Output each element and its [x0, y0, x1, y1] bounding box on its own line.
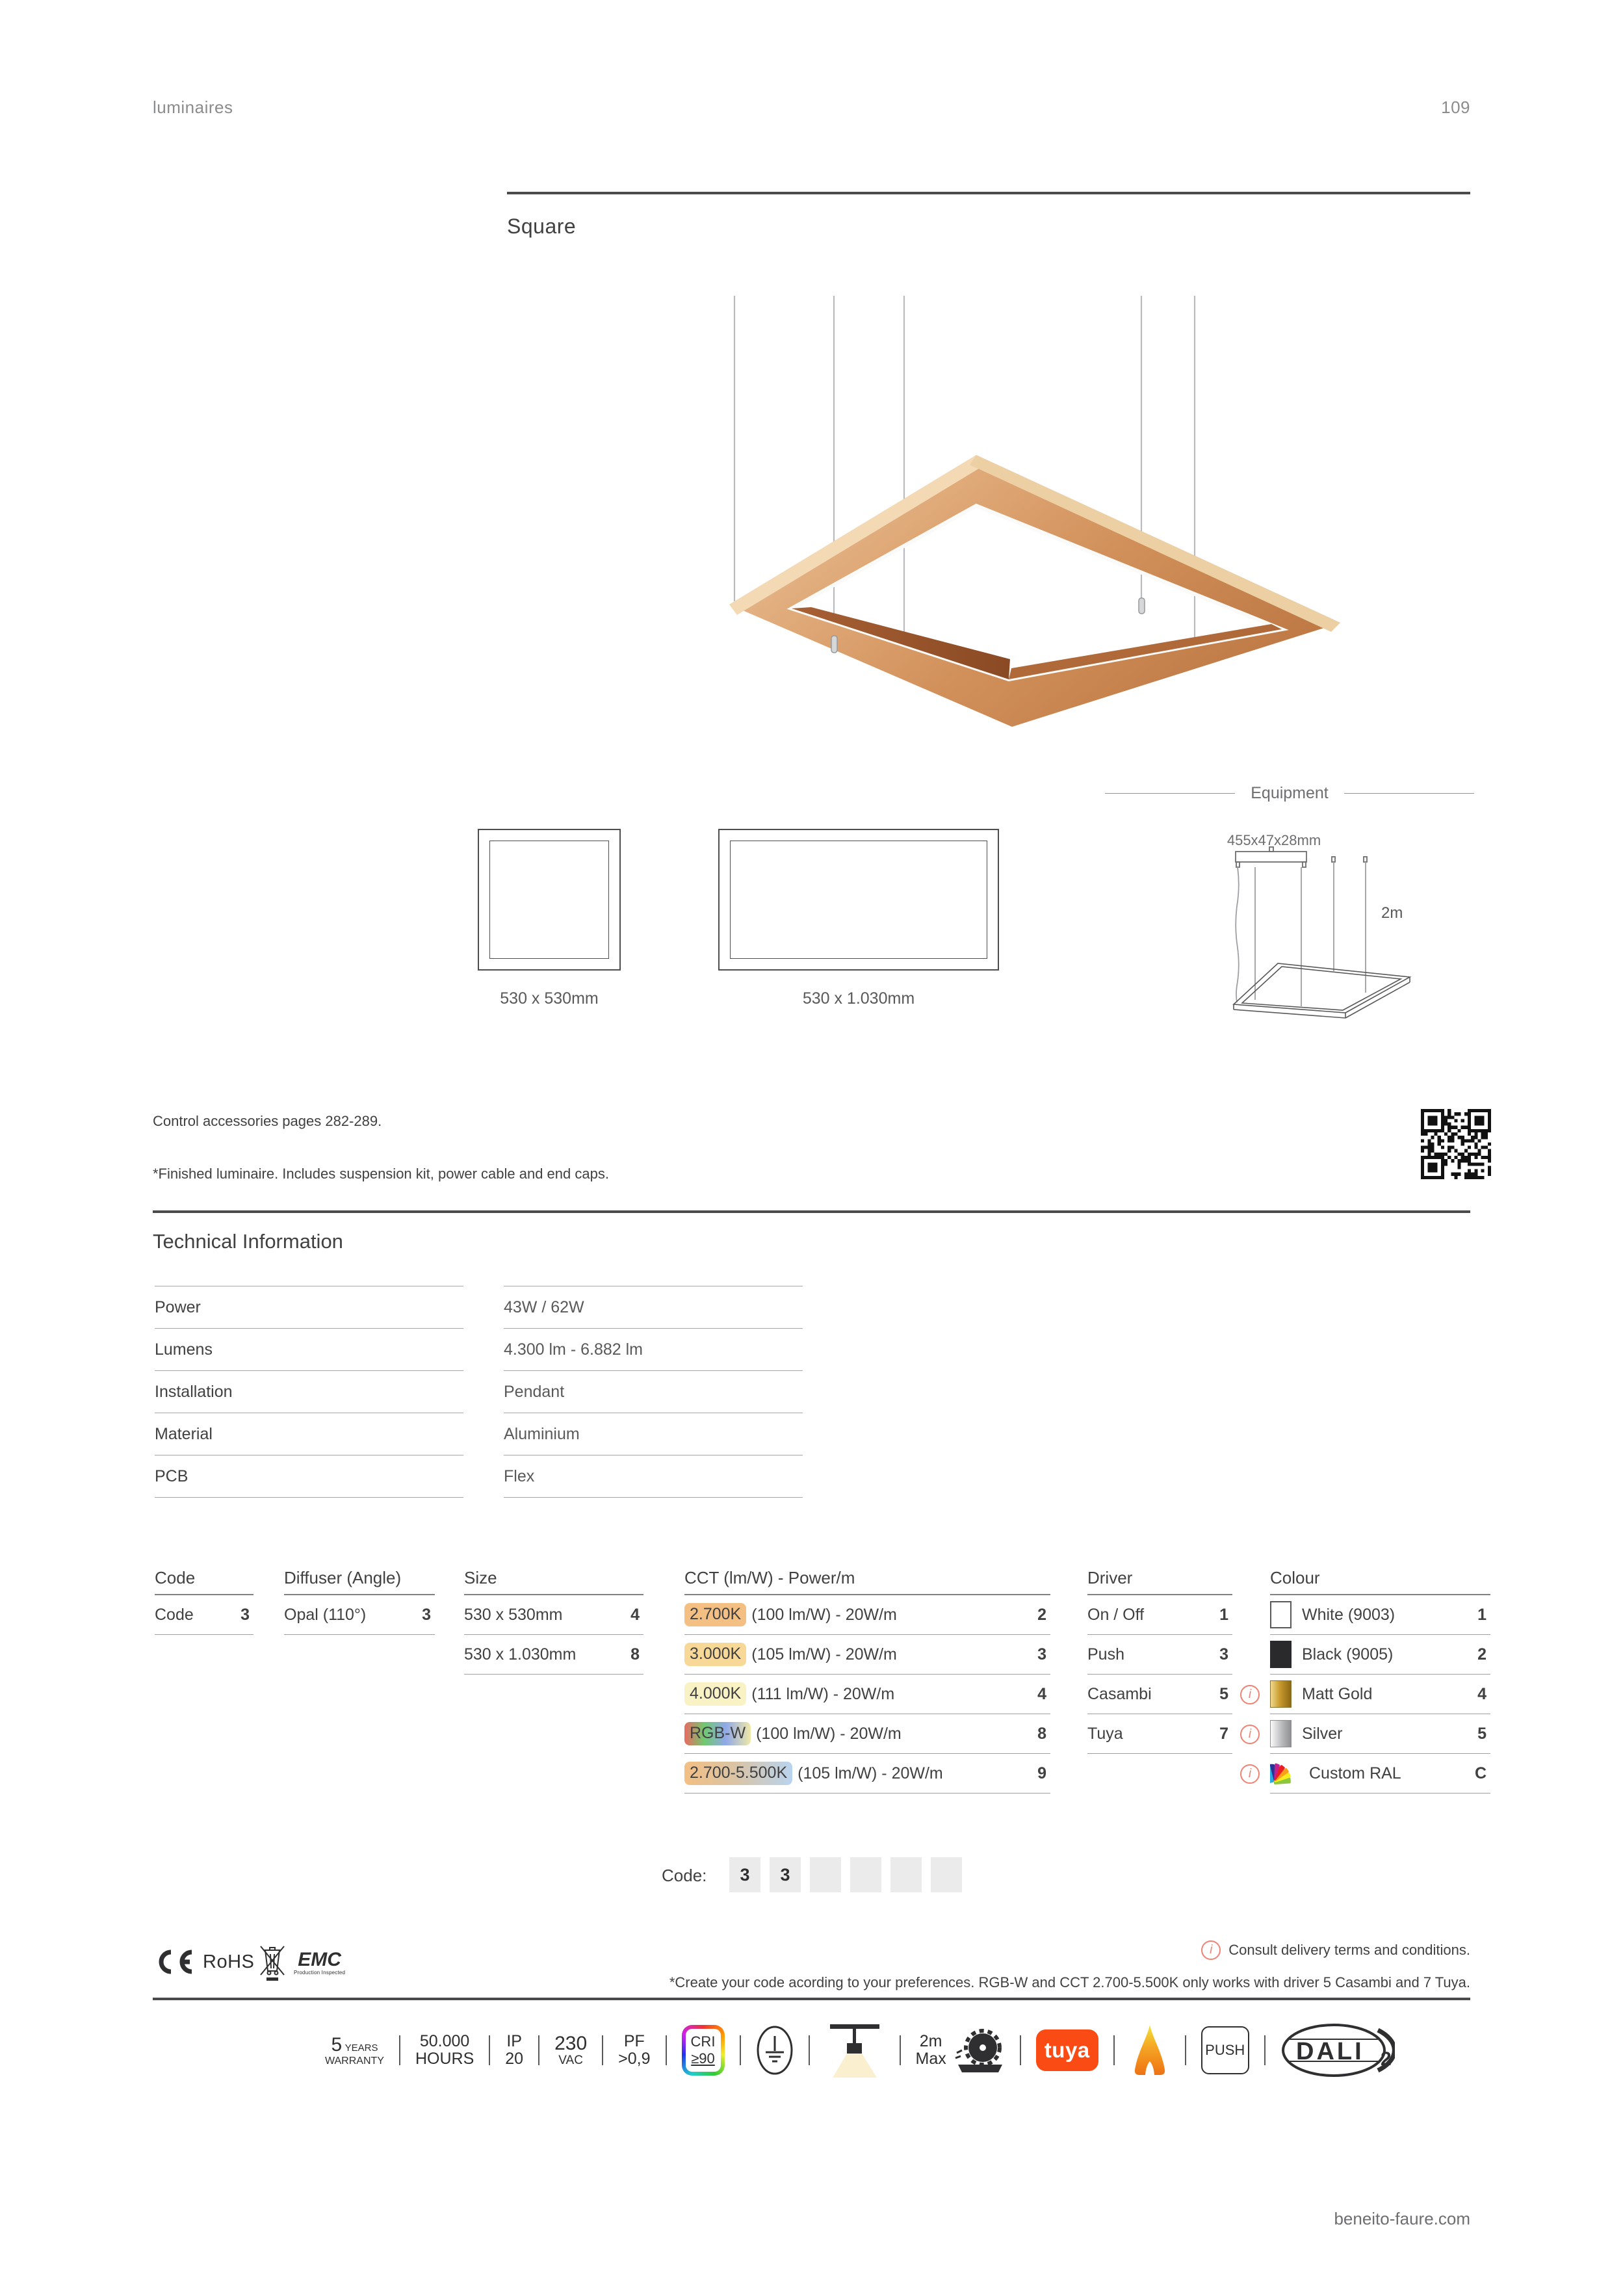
- equipment-diagram: [1189, 826, 1482, 1040]
- code-row-code: 3: [240, 1605, 250, 1624]
- tech-value: 4.300 lm - 6.882 lm: [504, 1329, 803, 1371]
- consult-note-row: [820, 1940, 1470, 1960]
- column-diffuser: [284, 1568, 435, 1635]
- saw-cut-icon: [953, 2027, 1005, 2074]
- table-row: [1270, 1595, 1490, 1635]
- column-size: [464, 1568, 643, 1675]
- column-code: [155, 1568, 253, 1635]
- colour-row-code: 2: [1477, 1645, 1487, 1663]
- warranty-badge: [325, 2034, 384, 2067]
- cct-row-label: (105 lm/W) - 20W/m: [798, 1764, 943, 1782]
- divider: [900, 2035, 901, 2065]
- driver-row-label: Casambi: [1087, 1684, 1152, 1703]
- column-driver: [1087, 1568, 1232, 1754]
- info-icon: i: [1201, 1940, 1221, 1960]
- silver-swatch: [1270, 1720, 1292, 1747]
- table-row: [284, 1595, 435, 1635]
- cct-chip: 2.700-5.500K: [684, 1762, 792, 1785]
- driver-row-code: 7: [1219, 1724, 1228, 1743]
- divider: [1020, 2035, 1021, 2065]
- push-badge: PUSH: [1201, 2026, 1249, 2074]
- diffuser-row-label: Opal (110°): [284, 1605, 367, 1624]
- earth-class-icon: [756, 2025, 794, 2076]
- ip-value: 20: [505, 2050, 524, 2068]
- column-size-header: Size: [464, 1568, 643, 1595]
- driver-row-code: 1: [1219, 1605, 1228, 1624]
- colour-row-code: 4: [1477, 1684, 1487, 1703]
- column-diffuser-header: Diffuser (Angle): [284, 1568, 435, 1595]
- spec-strip: [325, 2014, 1395, 2087]
- pf-label: PF: [623, 2031, 645, 2050]
- canopy-dimensions: 455x47x28mm: [1227, 832, 1321, 848]
- cct-row-code: 9: [1037, 1764, 1046, 1782]
- code-box: [890, 1857, 922, 1892]
- table-row: [1270, 1675, 1490, 1714]
- tech-value: Flex: [504, 1455, 803, 1498]
- cct-chip: 4.000K: [684, 1682, 746, 1706]
- ip-badge: [505, 2033, 523, 2068]
- consult-note: Consult delivery terms and conditions.: [1228, 1942, 1470, 1958]
- warranty-word: WARRANTY: [325, 2055, 384, 2067]
- bottom-rule: [153, 1998, 1470, 2000]
- casambi-logo: [1130, 2023, 1170, 2078]
- cct-chip: RGB-W: [684, 1722, 751, 1745]
- cct-row-label: (100 lm/W) - 20W/m: [756, 1724, 902, 1743]
- cable-length-label: 2m: [1381, 904, 1403, 922]
- cri-value: ≥90: [691, 2050, 715, 2067]
- page-title: Square: [507, 215, 577, 238]
- code-box: 3: [729, 1857, 760, 1892]
- info-icon: i: [1240, 1725, 1260, 1744]
- diffuser-row-code: 3: [422, 1605, 431, 1624]
- pendant-lamp-icon: [825, 2022, 885, 2079]
- column-colour-header: Colour: [1270, 1568, 1490, 1595]
- code-box: 3: [770, 1857, 801, 1892]
- driver-row-label: Push: [1087, 1645, 1124, 1663]
- black-swatch: [1270, 1641, 1292, 1668]
- dali-version: 2: [1380, 2048, 1392, 2070]
- colour-row-label: Silver: [1302, 1724, 1343, 1743]
- tech-label: Material: [155, 1413, 463, 1455]
- code-row-label: Code: [155, 1605, 194, 1624]
- table-row: [1270, 1635, 1490, 1675]
- ce-mark-icon: [154, 1949, 194, 1975]
- max-length-badge: [916, 2033, 946, 2068]
- table-row: [155, 1595, 253, 1635]
- table-row: [684, 1714, 1050, 1754]
- tech-title: Technical Information: [153, 1230, 343, 1253]
- driver-row-label: Tuya: [1087, 1724, 1123, 1743]
- table-row: [684, 1754, 1050, 1794]
- colour-row-code: 1: [1477, 1605, 1487, 1624]
- size-diagram-large: [718, 829, 999, 971]
- qr-code: [1421, 1109, 1491, 1179]
- info-icon: i: [1240, 1685, 1260, 1704]
- product-photo: [650, 247, 1397, 754]
- emc-sublabel: Production Inspected: [294, 1970, 346, 1976]
- colour-row-label: Custom RAL: [1309, 1764, 1401, 1782]
- colour-row-label: Black (9005): [1302, 1645, 1394, 1663]
- table-row: [1270, 1714, 1490, 1754]
- dali2-logo: [1280, 2022, 1395, 2078]
- table-row: [464, 1595, 643, 1635]
- divider: [602, 2035, 603, 2065]
- column-driver-header: Driver: [1087, 1568, 1232, 1595]
- finished-note: *Finished luminaire. Includes suspension kit, power cable and end caps.: [153, 1166, 609, 1182]
- cct-row-label: (105 lm/W) - 20W/m: [751, 1645, 897, 1663]
- info-icon: i: [1240, 1764, 1260, 1784]
- divider: [666, 2035, 667, 2065]
- colour-row-code: C: [1474, 1764, 1487, 1782]
- divider: [809, 2035, 810, 2065]
- size-diagram-small: [478, 829, 621, 971]
- colour-row-code: 5: [1477, 1724, 1487, 1743]
- size-row-code: 8: [630, 1645, 640, 1663]
- tech-label: Power: [155, 1286, 463, 1329]
- cct-chip: 2.700K: [684, 1603, 746, 1626]
- emc-logo: [294, 1950, 345, 1976]
- warranty-number: 5: [331, 2033, 343, 2055]
- code-box: [850, 1857, 881, 1892]
- size-row-label: 530 x 530mm: [464, 1605, 563, 1624]
- hours-word: HOURS: [415, 2050, 474, 2068]
- table-row: [684, 1635, 1050, 1675]
- colour-row-label: White (9003): [1302, 1605, 1396, 1624]
- equipment-line-left: [1105, 793, 1235, 794]
- table-row: [684, 1595, 1050, 1635]
- size-label-small: 530 x 530mm: [500, 989, 599, 1008]
- table-row: [1087, 1635, 1232, 1675]
- divider: [489, 2035, 490, 2065]
- website-footer: beneito-faure.com: [1334, 2209, 1470, 2228]
- column-cct-header: CCT (lm/W) - Power/m: [684, 1568, 1050, 1595]
- cct-chip: 3.000K: [684, 1643, 746, 1666]
- length-value: 2m: [919, 2031, 942, 2050]
- cri-badge: [682, 2025, 725, 2076]
- size-label-large: 530 x 1.030mm: [802, 989, 915, 1008]
- pf-badge: [618, 2033, 650, 2068]
- driver-row-label: On / Off: [1087, 1605, 1145, 1624]
- size-row-label: 530 x 1.030mm: [464, 1645, 577, 1663]
- tech-label: Lumens: [155, 1329, 463, 1371]
- cct-row-code: 4: [1037, 1684, 1046, 1703]
- table-row: [1270, 1754, 1490, 1794]
- voltage-badge: [554, 2033, 587, 2068]
- warranty-unit: YEARS: [344, 2042, 378, 2054]
- title-rule: [507, 192, 1470, 194]
- table-row: [464, 1635, 643, 1675]
- cct-row-code: 2: [1037, 1605, 1046, 1624]
- tech-label: PCB: [155, 1455, 463, 1498]
- ip-label: IP: [506, 2031, 522, 2050]
- divider: [740, 2035, 741, 2065]
- cct-row-code: 8: [1037, 1724, 1046, 1743]
- divider: [399, 2035, 400, 2065]
- hours-number: 50.000: [419, 2031, 470, 2050]
- colour-row-label: Matt Gold: [1302, 1684, 1373, 1703]
- rohs-label: RoHS: [203, 1951, 255, 1972]
- divider: [1264, 2035, 1266, 2065]
- accessories-note: Control accessories pages 282-289.: [153, 1113, 382, 1129]
- column-code-header: Code: [155, 1568, 253, 1595]
- divider: [1185, 2035, 1186, 2065]
- equipment-line-right: [1344, 793, 1474, 794]
- size-row-code: 4: [630, 1605, 640, 1624]
- tech-value: Pendant: [504, 1371, 803, 1413]
- equipment-title: Equipment: [1251, 784, 1329, 802]
- column-cct: [684, 1568, 1050, 1794]
- page-number: 109: [1441, 98, 1470, 117]
- hours-badge: [415, 2033, 474, 2068]
- cct-row-code: 3: [1037, 1645, 1046, 1663]
- length-word: Max: [915, 2050, 946, 2068]
- table-row: [684, 1675, 1050, 1714]
- driver-row-code: 3: [1219, 1645, 1228, 1663]
- table-row: [1087, 1595, 1232, 1635]
- voltage-unit: VAC: [558, 2054, 583, 2068]
- column-colour: [1270, 1568, 1490, 1794]
- breadcrumb: luminaires: [153, 98, 233, 117]
- size-diagram-large-inner: [730, 841, 987, 959]
- tech-rule: [153, 1210, 1470, 1213]
- tech-labels: [155, 1286, 463, 1498]
- tech-values: [504, 1286, 803, 1498]
- gold-swatch: [1270, 1680, 1292, 1708]
- tech-value: 43W / 62W: [504, 1286, 803, 1329]
- code-box: [931, 1857, 962, 1892]
- equipment-header: [1105, 784, 1474, 803]
- dali-label: DALI: [1295, 2038, 1364, 2065]
- pf-value: >0,9: [618, 2050, 651, 2068]
- voltage-number: 230: [554, 2033, 588, 2055]
- ral-fan-icon: [1270, 1759, 1299, 1788]
- tech-label: Installation: [155, 1371, 463, 1413]
- divider: [538, 2035, 539, 2065]
- weee-bin-icon: [259, 1942, 286, 1983]
- code-builder-label: Code:: [662, 1866, 707, 1885]
- table-row: [1087, 1714, 1232, 1754]
- table-row: [1087, 1675, 1232, 1714]
- divider: [1113, 2035, 1115, 2065]
- cct-row-label: (111 lm/W) - 20W/m: [751, 1684, 895, 1703]
- tuya-logo: tuya: [1036, 2029, 1098, 2071]
- create-code-note: *Create your code acording to your preferences. RGB-W and CCT 2.700-5.500K only works with driver 5 Casambi and 7 Tuya.: [669, 1974, 1470, 1990]
- driver-row-code: 5: [1219, 1684, 1228, 1703]
- tech-value: Aluminium: [504, 1413, 803, 1455]
- cct-row-label: (100 lm/W) - 20W/m: [751, 1605, 897, 1624]
- code-box: [810, 1857, 841, 1892]
- emc-label: EMC: [298, 1949, 341, 1970]
- code-builder-boxes: [729, 1857, 971, 1892]
- size-diagram-small-inner: [489, 841, 609, 959]
- white-swatch: [1270, 1601, 1292, 1628]
- cri-label: CRI: [690, 2033, 716, 2050]
